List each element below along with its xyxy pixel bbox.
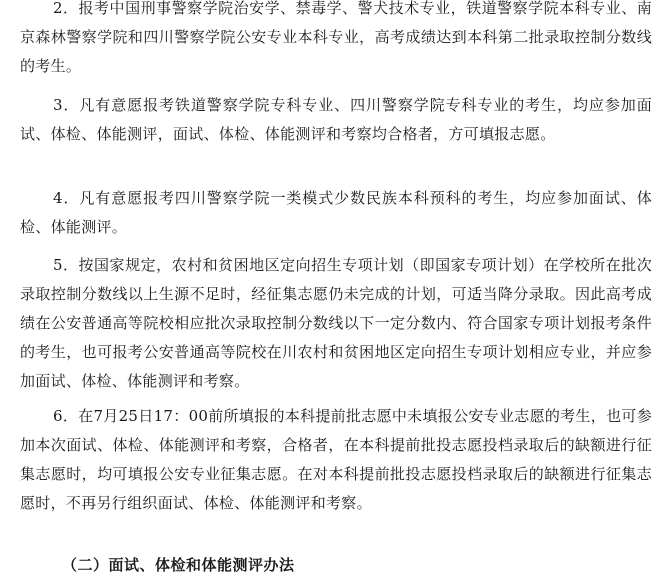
paragraph-item-6 xyxy=(20,402,652,518)
paragraph-item-5 xyxy=(20,251,652,396)
paragraph-item-3 xyxy=(20,91,652,149)
paragraph-item-4 xyxy=(20,184,652,242)
paragraph-text: 5．按国家规定，农村和贫困地区定向招生专项计划（即国家专项计划）在学校所在批次录取控制分数线以上生源不足时，经征集志愿仍未完成的计划，可适当降分录取。因此高考成绩在公安普通高等院校相应批次录取控制分数线以下一定分数内、符合国家专项计划报考条件的考生，也可报考公安普通高等院校在川农村和贫困地区定向招生专项计划相应专业，并应参加面试、体检、体能测评和考察。 xyxy=(20,256,652,390)
paragraph-text: 3．凡有意愿报考铁道警察学院专科专业、四川警察学院专科专业的考生，均应参加面试、体检、体能测评，面试、体检、体能测评和考察均合格者，方可填报志愿。 xyxy=(20,96,652,143)
paragraph-text: 2．报考中国刑事警察学院治安学、禁毒学、警犬技术专业，铁道警察学院本科专业、南京森林警察学院和四川警察学院公安专业本科专业，高考成绩达到本科第二批录取控制分数线的考生。 xyxy=(20,0,652,75)
paragraph-text: 6．在7月25日17：00前所填报的本科提前批志愿中未填报公安专业志愿的考生，也可参加本次面试、体检、体能测评和考察，合格者，在本科提前批投志愿投档录取后的缺额进行征集志愿时，均可填报公安专业征集志愿。在对本科提前批投志愿投档录取后的缺额进行征集志愿时，不再另行组织面试、体检、体能测评和考察。 xyxy=(20,407,652,512)
section-heading: （二）面试、体检和体能测评办法 xyxy=(62,556,295,574)
paragraph-text: 4．凡有意愿报考四川警察学院一类模式少数民族本科预科的考生，均应参加面试、体检、体能测评。 xyxy=(20,189,652,236)
paragraph-item-2 xyxy=(20,0,652,81)
